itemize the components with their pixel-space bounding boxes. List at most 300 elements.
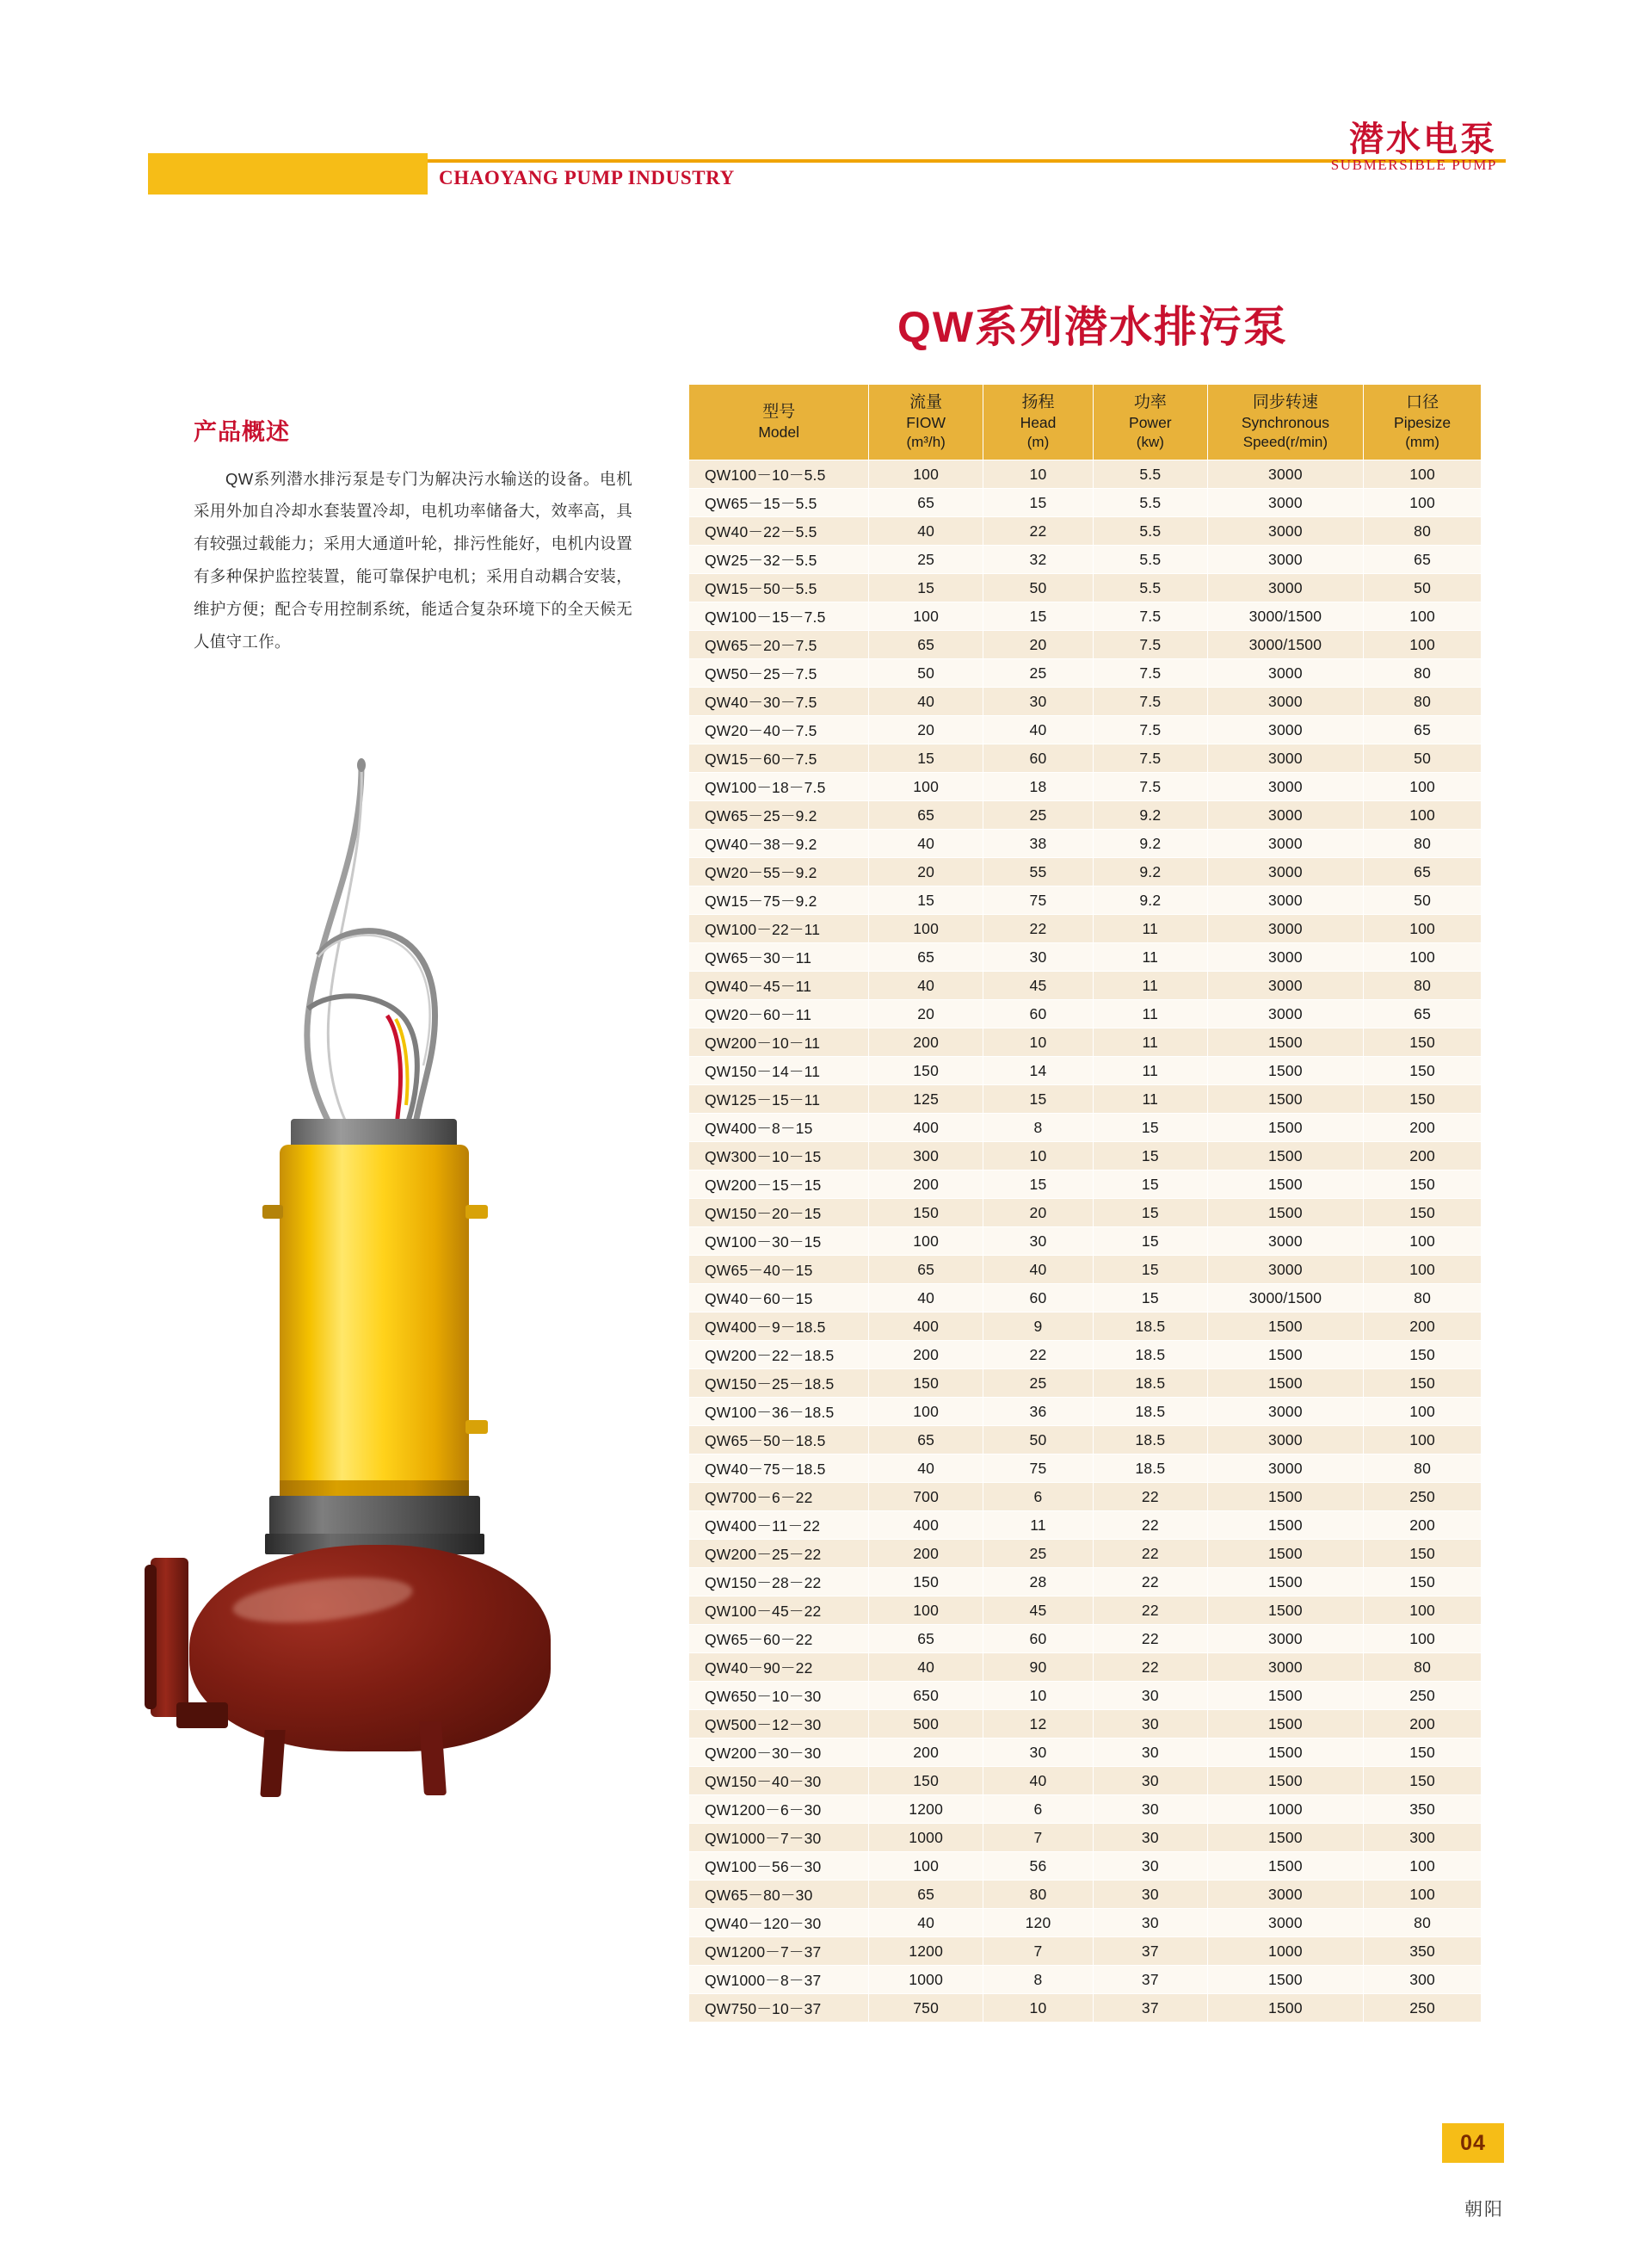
cell-value: 6 — [983, 1483, 1093, 1511]
cell-value: 9.2 — [1094, 830, 1207, 858]
cell-value: 90 — [983, 1653, 1093, 1682]
cell-model: QW1200－7－37 — [689, 1937, 869, 1966]
cell-value: 65 — [1364, 546, 1482, 574]
cell-value: 60 — [983, 1284, 1093, 1312]
pump-lug-right-upper — [465, 1205, 488, 1219]
cell-value: 65 — [869, 1256, 983, 1284]
cell-value: 3000 — [1207, 1653, 1364, 1682]
cell-value: 1000 — [869, 1966, 983, 1994]
cell-model: QW40－45－11 — [689, 972, 869, 1000]
cell-value: 40 — [983, 1256, 1093, 1284]
cell-value: 350 — [1364, 1937, 1482, 1966]
pump-motor-housing — [280, 1145, 469, 1493]
table-row — [689, 1710, 1482, 1739]
table-row — [689, 1597, 1482, 1625]
cell-value: 65 — [869, 1625, 983, 1653]
cell-value: 40 — [869, 830, 983, 858]
cell-value: 37 — [1094, 1994, 1207, 2023]
table-row — [689, 1426, 1482, 1455]
cell-model: QW40－75－18.5 — [689, 1455, 869, 1483]
cell-value: 3000 — [1207, 460, 1364, 489]
cell-model: QW65－50－18.5 — [689, 1426, 869, 1455]
cell-value: 200 — [1364, 1142, 1482, 1170]
cell-value: 100 — [1364, 460, 1482, 489]
cell-value: 7.5 — [1094, 631, 1207, 659]
cell-value: 38 — [983, 830, 1093, 858]
cell-value: 10 — [983, 1028, 1093, 1057]
header-accent-block — [148, 153, 428, 195]
cell-value: 18.5 — [1094, 1426, 1207, 1455]
cell-value: 150 — [1364, 1085, 1482, 1114]
table-row — [689, 1483, 1482, 1511]
cell-value: 9 — [983, 1312, 1093, 1341]
cell-value: 1500 — [1207, 1085, 1364, 1114]
pump-volute-casing — [189, 1545, 551, 1751]
cell-value: 150 — [869, 1057, 983, 1085]
cell-model: QW125－15－11 — [689, 1085, 869, 1114]
cell-value: 37 — [1094, 1937, 1207, 1966]
cell-value: 65 — [869, 489, 983, 517]
cell-value: 1500 — [1207, 1739, 1364, 1767]
cell-value: 60 — [983, 1000, 1093, 1028]
table-row — [689, 489, 1482, 517]
cell-value: 100 — [1364, 773, 1482, 801]
cell-value: 1500 — [1207, 1028, 1364, 1057]
cell-model: QW20－40－7.5 — [689, 716, 869, 744]
cell-value: 22 — [1094, 1483, 1207, 1511]
cell-model: QW15－50－5.5 — [689, 574, 869, 602]
cell-value: 80 — [1364, 1455, 1482, 1483]
cell-value: 28 — [983, 1568, 1093, 1597]
cell-model: QW20－55－9.2 — [689, 858, 869, 886]
cell-model: QW65－25－9.2 — [689, 801, 869, 830]
cell-model: QW150－25－18.5 — [689, 1369, 869, 1398]
cell-value: 300 — [1364, 1966, 1482, 1994]
table-row — [689, 1000, 1482, 1028]
table-row — [689, 631, 1482, 659]
cell-model: QW100－15－7.5 — [689, 602, 869, 631]
cell-value: 3000 — [1207, 574, 1364, 602]
cell-value: 20 — [983, 631, 1093, 659]
cell-value: 25 — [983, 659, 1093, 688]
cell-value: 1500 — [1207, 1114, 1364, 1142]
cell-model: QW200－22－18.5 — [689, 1341, 869, 1369]
cell-value: 3000 — [1207, 659, 1364, 688]
cell-value: 200 — [1364, 1114, 1482, 1142]
table-row — [689, 1369, 1482, 1398]
cell-value: 80 — [1364, 1653, 1482, 1682]
cell-value: 55 — [983, 858, 1093, 886]
cell-value: 3000 — [1207, 801, 1364, 830]
cell-value: 100 — [869, 460, 983, 489]
cell-value: 9.2 — [1094, 886, 1207, 915]
cell-model: QW150－40－30 — [689, 1767, 869, 1795]
cell-value: 100 — [1364, 602, 1482, 631]
cell-model: QW40－38－9.2 — [689, 830, 869, 858]
table-column-header-3: 功率 Power (kw) — [1094, 385, 1207, 460]
cell-value: 22 — [1094, 1597, 1207, 1625]
cell-value: 30 — [1094, 1682, 1207, 1710]
cell-value: 65 — [869, 801, 983, 830]
table-row — [689, 1625, 1482, 1653]
cell-value: 100 — [869, 773, 983, 801]
table-row — [689, 460, 1482, 489]
cell-value: 8 — [983, 1114, 1093, 1142]
cell-value: 30 — [1094, 1824, 1207, 1852]
cell-value: 30 — [1094, 1767, 1207, 1795]
cell-value: 3000 — [1207, 1227, 1364, 1256]
cell-value: 3000/1500 — [1207, 631, 1364, 659]
specification-section — [688, 293, 1497, 2023]
cell-value: 65 — [869, 1881, 983, 1909]
cell-value: 15 — [1094, 1256, 1207, 1284]
cell-value: 650 — [869, 1682, 983, 1710]
cell-value: 15 — [869, 574, 983, 602]
cell-value: 200 — [1364, 1312, 1482, 1341]
cell-value: 18 — [983, 773, 1093, 801]
cell-model: QW200－10－11 — [689, 1028, 869, 1057]
pump-cap — [291, 1119, 457, 1146]
cell-value: 15 — [869, 886, 983, 915]
table-column-header-4: 同步转速 Synchronous Speed(r/min) — [1207, 385, 1364, 460]
cell-value: 400 — [869, 1312, 983, 1341]
cell-value: 150 — [1364, 1341, 1482, 1369]
cell-value: 100 — [869, 1227, 983, 1256]
cell-model: QW40－22－5.5 — [689, 517, 869, 546]
cell-value: 1500 — [1207, 1341, 1364, 1369]
pump-support-foot-left — [260, 1730, 285, 1797]
cell-value: 80 — [1364, 688, 1482, 716]
table-row — [689, 1540, 1482, 1568]
cell-value: 45 — [983, 1597, 1093, 1625]
cell-value: 32 — [983, 546, 1093, 574]
cell-value: 80 — [983, 1881, 1093, 1909]
cell-value: 36 — [983, 1398, 1093, 1426]
cell-value: 18.5 — [1094, 1312, 1207, 1341]
footer-company-name: 朝阳 — [1464, 2200, 1504, 2220]
cell-value: 65 — [869, 631, 983, 659]
cell-value: 150 — [869, 1568, 983, 1597]
cell-value: 15 — [1094, 1227, 1207, 1256]
table-row — [689, 1511, 1482, 1540]
cell-value: 40 — [869, 517, 983, 546]
table-row — [689, 1341, 1482, 1369]
page-header — [0, 0, 1652, 215]
cell-value: 500 — [869, 1710, 983, 1739]
cell-value: 22 — [1094, 1625, 1207, 1653]
pump-product-photo — [103, 757, 671, 1911]
cell-value: 30 — [1094, 1739, 1207, 1767]
cell-value: 120 — [983, 1909, 1093, 1937]
cell-value: 150 — [869, 1369, 983, 1398]
cell-value: 11 — [1094, 1057, 1207, 1085]
cell-value: 50 — [1364, 744, 1482, 773]
cell-value: 30 — [1094, 1909, 1207, 1937]
cell-value: 60 — [983, 744, 1093, 773]
cell-value: 25 — [983, 801, 1093, 830]
cell-value: 1200 — [869, 1795, 983, 1824]
cell-model: QW650－10－30 — [689, 1682, 869, 1710]
cell-value: 350 — [1364, 1795, 1482, 1824]
pump-base-block — [176, 1702, 228, 1728]
table-row — [689, 773, 1482, 801]
cell-value: 7.5 — [1094, 744, 1207, 773]
cell-value: 125 — [869, 1085, 983, 1114]
cell-model: QW100－22－11 — [689, 915, 869, 943]
cell-value: 150 — [1364, 1568, 1482, 1597]
cell-value: 80 — [1364, 1284, 1482, 1312]
cell-value: 3000 — [1207, 1455, 1364, 1483]
cell-value: 3000 — [1207, 773, 1364, 801]
cell-value: 30 — [1094, 1710, 1207, 1739]
cell-value: 200 — [869, 1739, 983, 1767]
cell-value: 1500 — [1207, 1852, 1364, 1881]
cell-value: 100 — [869, 1852, 983, 1881]
cell-value: 14 — [983, 1057, 1093, 1085]
table-header-row — [689, 385, 1482, 460]
cell-value: 150 — [869, 1767, 983, 1795]
cell-value: 7 — [983, 1937, 1093, 1966]
cell-value: 100 — [1364, 1625, 1482, 1653]
cell-value: 1500 — [1207, 1142, 1364, 1170]
cell-value: 150 — [1364, 1739, 1482, 1767]
cell-value: 100 — [1364, 943, 1482, 972]
table-row — [689, 1966, 1482, 1994]
cell-value: 40 — [983, 1767, 1093, 1795]
table-row — [689, 858, 1482, 886]
cell-value: 20 — [869, 858, 983, 886]
cell-value: 3000 — [1207, 858, 1364, 886]
cell-value: 3000 — [1207, 1256, 1364, 1284]
cell-value: 11 — [1094, 1000, 1207, 1028]
cell-value: 3000 — [1207, 1881, 1364, 1909]
cell-value: 200 — [869, 1540, 983, 1568]
cell-value: 80 — [1364, 830, 1482, 858]
cell-value: 250 — [1364, 1682, 1482, 1710]
cell-model: QW1200－6－30 — [689, 1795, 869, 1824]
cell-model: QW100－30－15 — [689, 1227, 869, 1256]
cell-value: 1000 — [1207, 1795, 1364, 1824]
cell-value: 1200 — [869, 1937, 983, 1966]
product-overview-section — [194, 413, 632, 675]
cell-value: 3000 — [1207, 1398, 1364, 1426]
pump-lug-left — [262, 1205, 283, 1219]
cell-value: 3000 — [1207, 972, 1364, 1000]
table-row — [689, 688, 1482, 716]
table-row — [689, 1937, 1482, 1966]
header-title-cn: 潜水电泵 — [1349, 120, 1497, 158]
cell-model: QW400－11－22 — [689, 1511, 869, 1540]
cell-value: 15 — [1094, 1170, 1207, 1199]
cell-model: QW200－15－15 — [689, 1170, 869, 1199]
cell-value: 40 — [869, 1455, 983, 1483]
cell-value: 1000 — [869, 1824, 983, 1852]
cell-value: 22 — [983, 517, 1093, 546]
cell-value: 1500 — [1207, 1966, 1364, 1994]
cell-model: QW400－8－15 — [689, 1114, 869, 1142]
table-row — [689, 602, 1482, 631]
cell-value: 9.2 — [1094, 858, 1207, 886]
cell-value: 20 — [983, 1199, 1093, 1227]
cell-value: 60 — [983, 1625, 1093, 1653]
table-row — [689, 1767, 1482, 1795]
cell-value: 5.5 — [1094, 546, 1207, 574]
cell-model: QW400－9－18.5 — [689, 1312, 869, 1341]
cell-value: 200 — [869, 1341, 983, 1369]
cell-value: 1000 — [1207, 1937, 1364, 1966]
cell-value: 40 — [983, 716, 1093, 744]
cell-model: QW40－60－15 — [689, 1284, 869, 1312]
cell-model: QW65－40－15 — [689, 1256, 869, 1284]
table-row — [689, 972, 1482, 1000]
cell-value: 15 — [983, 1085, 1093, 1114]
cell-value: 100 — [869, 1398, 983, 1426]
cell-value: 25 — [983, 1369, 1093, 1398]
cell-value: 30 — [983, 943, 1093, 972]
cell-value: 80 — [1364, 517, 1482, 546]
cell-value: 40 — [869, 1284, 983, 1312]
cell-value: 100 — [1364, 1256, 1482, 1284]
cell-value: 50 — [983, 574, 1093, 602]
table-row — [689, 546, 1482, 574]
cell-value: 18.5 — [1094, 1455, 1207, 1483]
cell-value: 3000/1500 — [1207, 602, 1364, 631]
cell-value: 40 — [869, 972, 983, 1000]
table-row — [689, 1881, 1482, 1909]
table-row — [689, 915, 1482, 943]
cell-value: 1500 — [1207, 1369, 1364, 1398]
cell-value: 11 — [1094, 1028, 1207, 1057]
cell-value: 18.5 — [1094, 1369, 1207, 1398]
cell-value: 50 — [1364, 886, 1482, 915]
cell-model: QW100－45－22 — [689, 1597, 869, 1625]
cell-value: 1500 — [1207, 1568, 1364, 1597]
cell-value: 3000 — [1207, 489, 1364, 517]
cell-value: 3000 — [1207, 546, 1364, 574]
table-row — [689, 830, 1482, 858]
cell-model: QW750－10－37 — [689, 1994, 869, 2023]
table-row — [689, 1227, 1482, 1256]
cell-value: 30 — [1094, 1881, 1207, 1909]
cell-value: 100 — [1364, 1881, 1482, 1909]
cell-value: 7.5 — [1094, 659, 1207, 688]
cell-value: 1500 — [1207, 1170, 1364, 1199]
cell-value: 5.5 — [1094, 489, 1207, 517]
cell-value: 700 — [869, 1483, 983, 1511]
table-column-header-1: 流量 FIOW (m³/h) — [869, 385, 983, 460]
cell-value: 200 — [869, 1170, 983, 1199]
cell-value: 30 — [983, 1227, 1093, 1256]
cell-value: 6 — [983, 1795, 1093, 1824]
cell-value: 40 — [869, 688, 983, 716]
table-row — [689, 1028, 1482, 1057]
cell-value: 3000 — [1207, 1426, 1364, 1455]
table-row — [689, 1568, 1482, 1597]
cell-model: QW100－18－7.5 — [689, 773, 869, 801]
cell-value: 5.5 — [1094, 574, 1207, 602]
cell-value: 1500 — [1207, 1597, 1364, 1625]
cell-model: QW20－60－11 — [689, 1000, 869, 1028]
table-row — [689, 744, 1482, 773]
section-title: 产品概述 — [194, 419, 290, 445]
brand-name-en: CHAOYANG PUMP INDUSTRY — [439, 167, 735, 188]
cell-model: QW40－30－7.5 — [689, 688, 869, 716]
cell-value: 65 — [1364, 1000, 1482, 1028]
cell-value: 50 — [869, 659, 983, 688]
cell-value: 65 — [869, 1426, 983, 1455]
cell-value: 1500 — [1207, 1682, 1364, 1710]
cell-value: 3000 — [1207, 830, 1364, 858]
cell-value: 75 — [983, 1455, 1093, 1483]
table-row — [689, 1795, 1482, 1824]
pump-flange-face — [145, 1565, 157, 1709]
cell-value: 1500 — [1207, 1312, 1364, 1341]
table-row — [689, 1057, 1482, 1085]
cell-value: 5.5 — [1094, 460, 1207, 489]
cell-value: 15 — [1094, 1284, 1207, 1312]
cell-value: 75 — [983, 886, 1093, 915]
cell-model: QW200－25－22 — [689, 1540, 869, 1568]
cell-value: 7.5 — [1094, 602, 1207, 631]
cell-value: 1500 — [1207, 1767, 1364, 1795]
table-row — [689, 1199, 1482, 1227]
cell-value: 12 — [983, 1710, 1093, 1739]
cell-value: 3000 — [1207, 688, 1364, 716]
cell-value: 22 — [1094, 1653, 1207, 1682]
header-title-en: SUBMERSIBLE PUMP — [1330, 157, 1497, 173]
cell-value: 750 — [869, 1994, 983, 2023]
cell-model: QW1000－7－30 — [689, 1824, 869, 1852]
cell-model: QW40－90－22 — [689, 1653, 869, 1682]
cell-model: QW150－28－22 — [689, 1568, 869, 1597]
cell-value: 1500 — [1207, 1483, 1364, 1511]
cell-model: QW1000－8－37 — [689, 1966, 869, 1994]
cell-value: 10 — [983, 1682, 1093, 1710]
cell-value: 10 — [983, 1994, 1093, 2023]
cell-value: 100 — [1364, 1398, 1482, 1426]
cell-value: 18.5 — [1094, 1341, 1207, 1369]
cell-value: 100 — [1364, 1426, 1482, 1455]
cell-value: 1500 — [1207, 1710, 1364, 1739]
cell-value: 150 — [1364, 1170, 1482, 1199]
cell-value: 1500 — [1207, 1199, 1364, 1227]
cell-value: 11 — [1094, 943, 1207, 972]
cell-value: 11 — [1094, 972, 1207, 1000]
cell-value: 11 — [1094, 915, 1207, 943]
cell-value: 15 — [983, 489, 1093, 517]
cell-value: 150 — [1364, 1028, 1482, 1057]
cell-value: 65 — [1364, 716, 1482, 744]
cell-value: 65 — [869, 943, 983, 972]
cell-value: 15 — [983, 1170, 1093, 1199]
table-row — [689, 574, 1482, 602]
page-title: QW系列潜水排污泵 — [897, 303, 1289, 351]
cell-value: 10 — [983, 1142, 1093, 1170]
cell-value: 9.2 — [1094, 801, 1207, 830]
cell-value: 1500 — [1207, 1994, 1364, 2023]
cell-value: 7.5 — [1094, 716, 1207, 744]
cell-value: 400 — [869, 1511, 983, 1540]
cell-value: 100 — [1364, 915, 1482, 943]
section-body-text: QW系列潜水排污泵是专门为解决污水输送的设备。电机采用外加自冷却水套装置冷却，电机功率储备大，效率高，具有较强过载能力；采用大通道叶轮，排污性能好，电机内设置有多种保护监控装置，能可靠保护电机；采用自动耦合安装，维护方便；配合专用控制系统，能适合复杂环境下的全天候无人值守工作。 — [194, 469, 632, 652]
table-row — [689, 1114, 1482, 1142]
cell-value: 40 — [869, 1909, 983, 1937]
cell-model: QW100－36－18.5 — [689, 1398, 869, 1426]
table-body — [689, 460, 1482, 2023]
table-row — [689, 1455, 1482, 1483]
cell-value: 80 — [1364, 972, 1482, 1000]
table-row — [689, 1682, 1482, 1710]
